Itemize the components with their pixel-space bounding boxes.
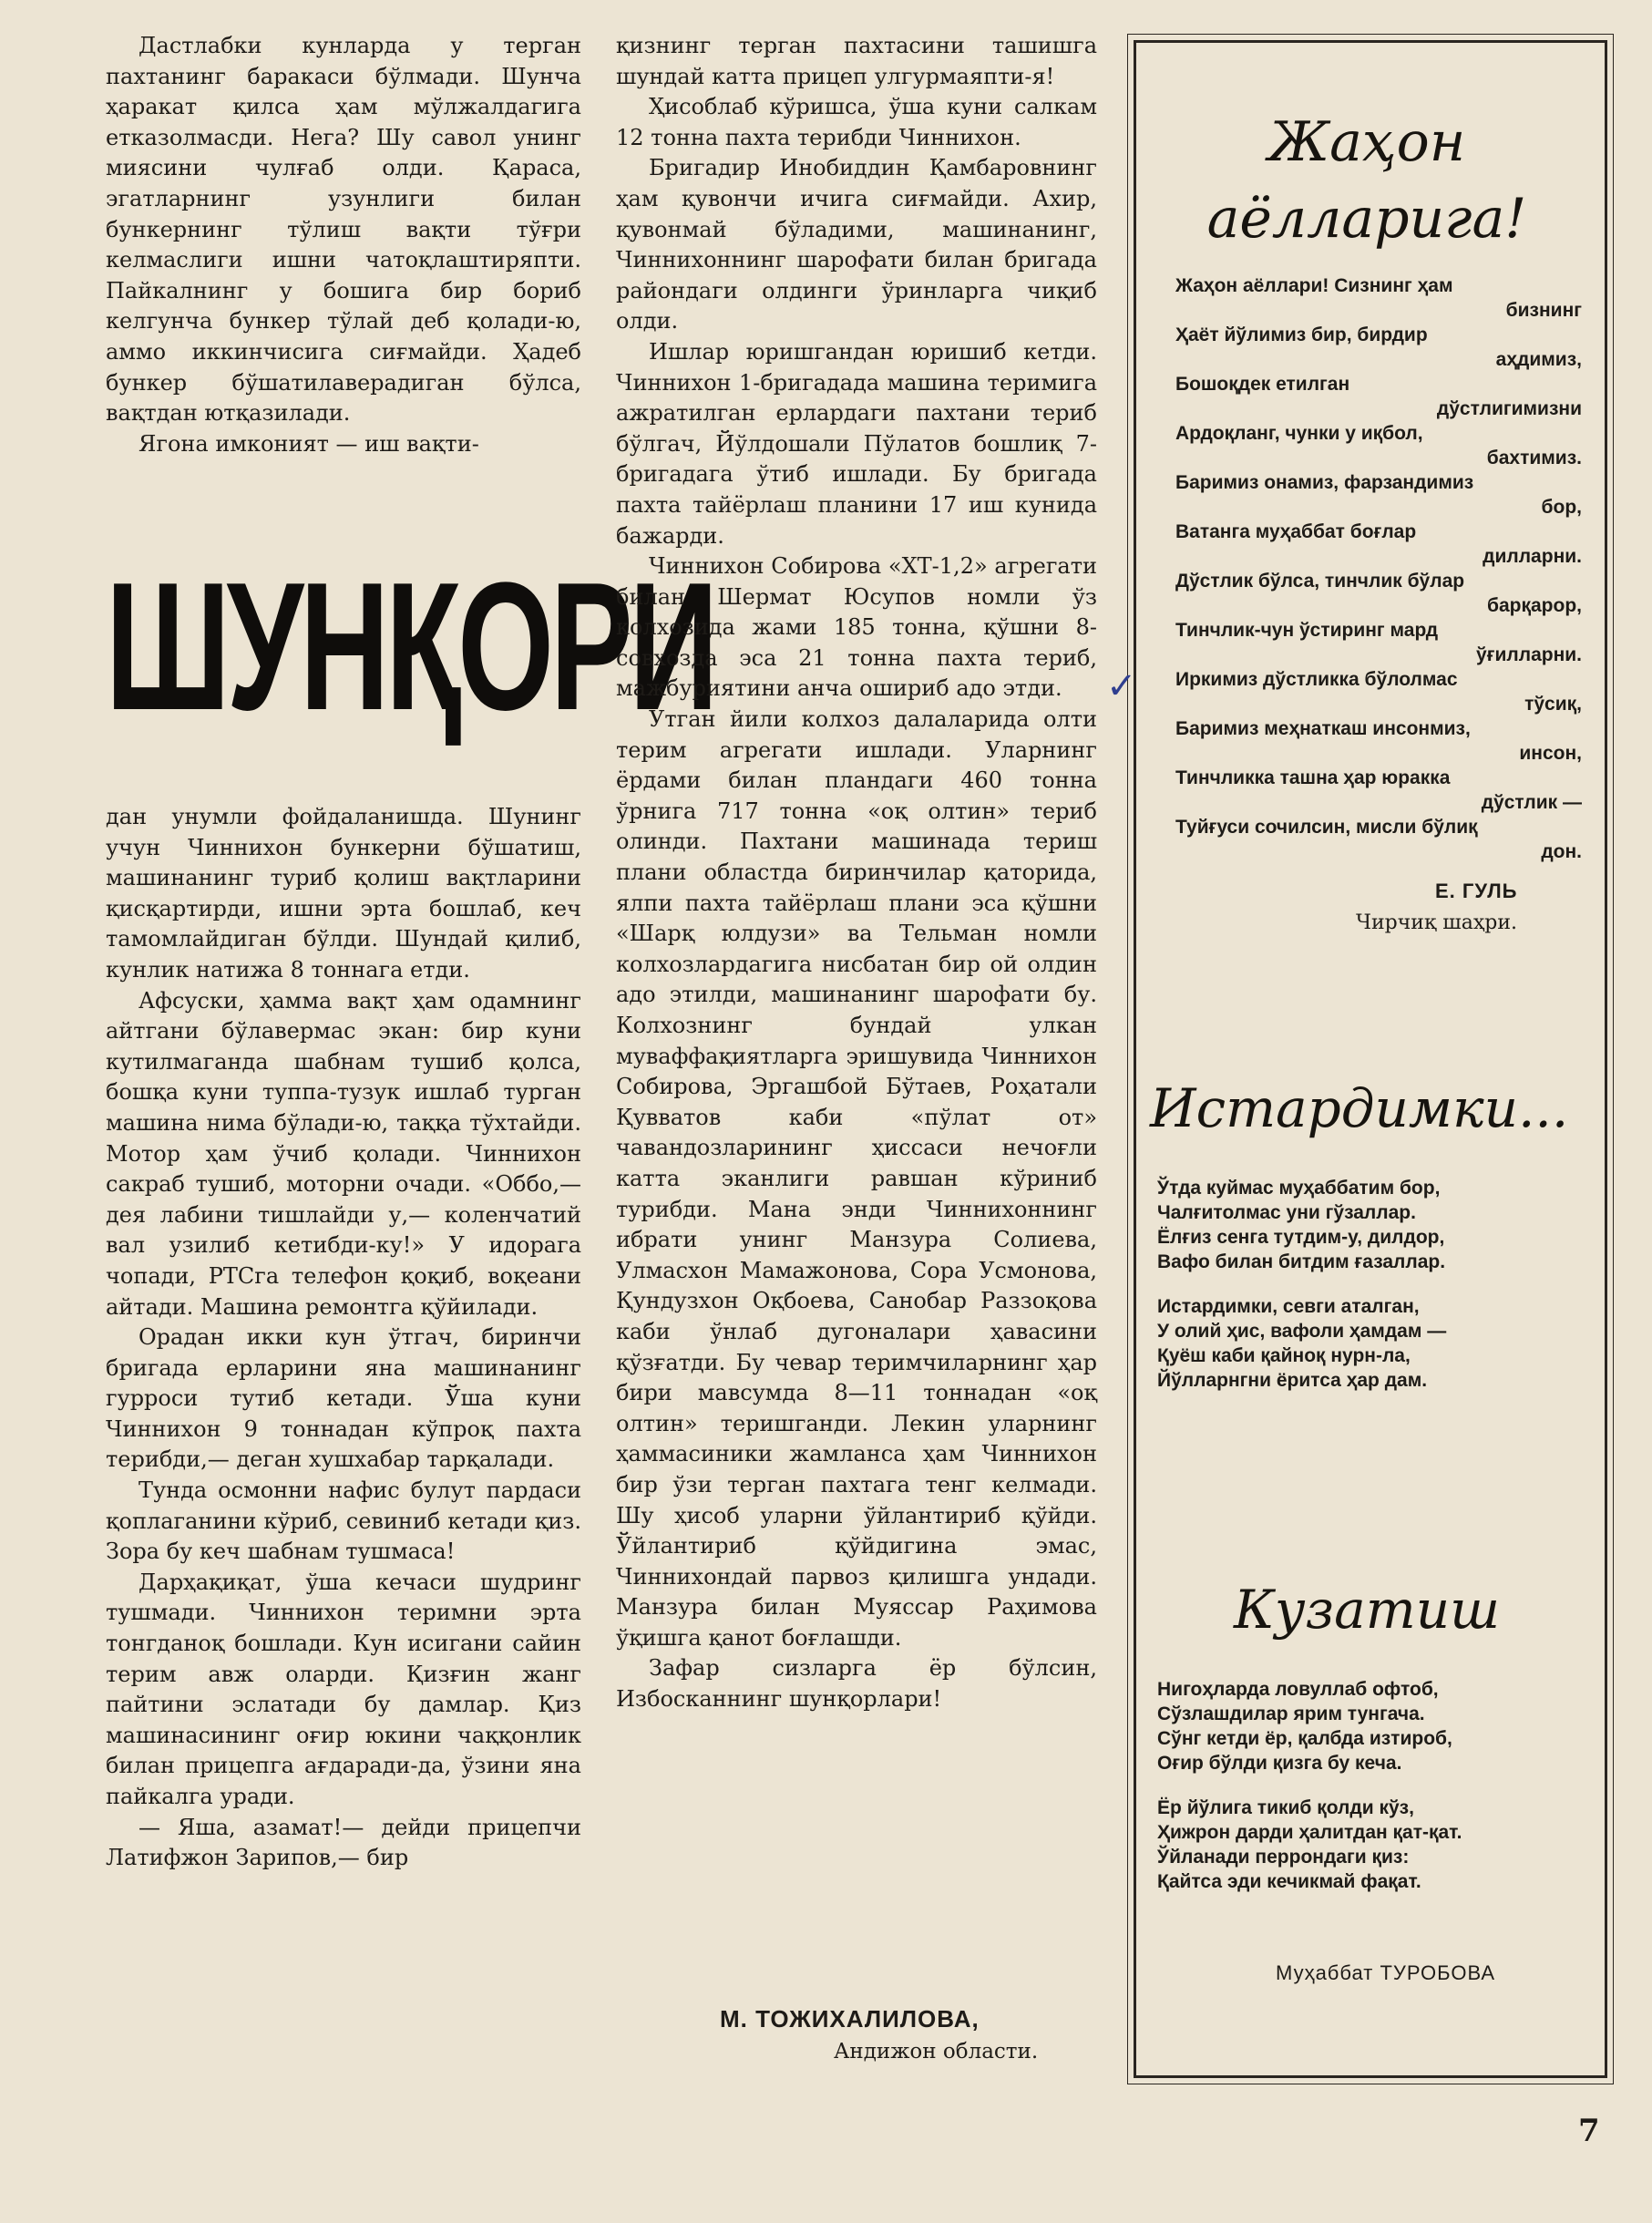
article-title: ШУНҚОРИ [106,545,715,748]
poem-line: Истардимки, севги аталган, [1157,1296,1420,1317]
paragraph: дан унумли фойдаланишда. Шунинг учун Чиннихон бункерни бўшатиш, машинанинг туриб қолиш вақтларини қисқартирди, ишни эрта бошлаб, кеч тамомлайдиган бўлди. Шундай қилиб, кунлик натижа 8 тоннага етди. [106,804,581,983]
poem-line-continuation: барқарор, [1487,595,1582,616]
poem-line-continuation: бор, [1541,497,1582,518]
paragraph: Дастлабки кунларда у терган пахтанинг баракаси бўлмади. Шунча ҳаракат қилса ҳам мўлжалдагига етказолмасди. Нега? Шу савол унинг миясини чулғаб олди. Қараса, эгатларнинг узунлиги билан бункернинг тўлиш вақти тўғри келмаслиги ишни чатоқлаштиряпти. Пайкалнинг у бошига бир бориб келгунча бункер тўлай деб қолади-ю, аммо иккинчисига сиғмайди. Ҳадеб бункер бўшатилаверадиган бўлса, вақтдан ютқазилади. [106,33,581,427]
poem-line: Чалғитолмас уни гўзаллар. [1157,1202,1416,1223]
poem-line-continuation: бизнинг [1505,300,1582,321]
poem-2-body [1157,1176,1585,1413]
poem-line: У олий ҳис, вафоли ҳамдам — [1157,1321,1447,1342]
poem-line-continuation: тўсиқ, [1524,694,1582,715]
poem-line: Ватанга муҳаббат боғлар [1175,521,1417,542]
poem-3-body [1157,1677,1585,1914]
poem-line: Ўтда куймас муҳаббатим бор, [1157,1178,1441,1199]
poem-line-continuation: дўстлик — [1481,792,1582,813]
paragraph: Тунда осмонни нафис булут пардаси қоплаганини кўриб, севиниб кетади қиз. Зора бу кеч шабнам тушмаса! [106,1477,581,1565]
poem-line: Дўстлик бўлса, тинчлик бўлар [1175,571,1465,592]
poem-line-continuation: дўстлигимизни [1436,398,1582,419]
paragraph: Чиннихон Собирова «ХТ-1,2» агрегати билан Шермат Юсупов номли ўз колхозида жами 185 тонна, қўшни 8-совхозда эса 21 тонна пахта териб, мажбуриятини анча ошириб адо этди. [616,553,1097,702]
poem-2-title: Истардимки... [1150,1077,1569,1139]
poem-line: Нигоҳларда ловуллаб офтоб, [1157,1679,1439,1700]
paragraph: — Яша, азамат!— дейди прицепчи Латифжон Зарипов,— бир [106,1814,581,1871]
article-column-1-top [106,31,581,459]
poem-line-continuation: инсон, [1519,743,1582,764]
poem-line: Тинчликка ташна ҳар юракка [1175,767,1451,788]
article-author: М. ТОЖИХАЛИЛОВА, [720,2005,980,2033]
poem-line: Баримиз онамиз, фарзандимиз [1175,472,1474,493]
poem-line-continuation: дилларни. [1483,546,1582,567]
poem-3-title: Кузатиш [1233,1579,1501,1641]
paragraph: Ягона имконият — иш вақти- [139,430,479,457]
poem-line: Тинчлик-чун ўстиринг мард [1175,620,1439,641]
poem-line: Бошоқдек етилган [1175,374,1350,395]
poem-line: Сўзлашдилар ярим тунгача. [1157,1703,1425,1724]
paragraph: Орадан икки кун ўтгач, биринчи бригада ерларини яна машинанинг гурроси тутиб кетади. Ўша куни Чиннихон 9 тоннадан кўпроқ пахта терибди,— деган хушхабар тарқалади. [106,1324,581,1473]
poem-line: Оғир бўлди қизга бу кеча. [1157,1753,1402,1774]
poem-line: Ёлғиз сенга тутдим-у, дилдор, [1157,1227,1445,1248]
poem-1-body [1175,273,1582,864]
paragraph: Утган йили колхоз далаларида олти терим агрегати ишлади. Уларнинг ёрдами билан пландаги 460 тонна ўрнига 717 тонна «оқ олтин» териб олинди. Пахтани машинада териш плани областда биринчилар қаторида, ялпи пахта тайёрлаш плани эса қўшни «Шарқ юлдузи» ва Тельман номли колхозлардагига нисбатан бир ой олдин адо этилди, машинанинг шарофати бу. Колхознинг бундай улкан муваффақиятларга эришувида Чиннихон Собирова, Эргашбой Бўтаев, Роҳатали Қувватов каби «пўлат от» чавандозларининг ҳиссаси нечоғли катта эканлиги равшан кўриниб турибди. Мана энди Чиннихоннинг ибрати унинг Манзура Солиева, Улмасхон Мамажонова, Сора Усмонова, Қундузхон Оқбоева, Санобар Раззоқова каби ўнлаб дугоналари ҳавасини қўзғатди. Бу чевар теримчиларнинг ҳар бири мавсумда 8—11 тоннадан «оқ олтин» теришганди. Лекин уларнинг ҳаммасиники жамланса ҳам Чиннихон бир ўзи терган пахтага тенг келмади. Шу ҳисоб уларни ўйлантириб қўйди. Ўйлантириб қўйдигина эмас, Чиннихондай парвоз қилишга ундади. Манзура билан Муяссар Раҳимова ўқишга қанот боғлашди. [616,706,1097,1651]
poem-line: Жаҳон аёллари! Сизнинг ҳам [1175,275,1453,296]
paragraph: Бригадир Инобиддин Қамбаровнинг ҳам қувончи ичига сиғмайди. Ахир, қувонмай бўладими, машинанинг, Чиннихоннинг шарофати билан бригада райондаги олдинги ўринларга чиқиб олди. [616,155,1097,334]
poem-line: Қуёш каби қайноқ нурн-ла, [1157,1345,1411,1366]
paragraph: Зафар сизларга ёр бўлсин, Избосканнинг шунқорлари! [616,1655,1097,1713]
poem-line: Туйғуси сочилсин, мисли бўлиқ [1175,817,1478,838]
poem-line: Иркимиз дўстликка бўлолмас [1175,669,1458,690]
page-number: 7 [1578,2113,1600,2149]
poem-1-title-line-2: аёлларига! [1206,187,1527,251]
paragraph: қизнинг терган пахтасини ташишга шундай катта прицеп улгурмаяпти-я! [616,33,1097,89]
poem-line-continuation: аҳдимиз, [1495,349,1582,370]
poem-line: Қайтса эди кечикмай фақат. [1157,1871,1421,1892]
article-column-1-bottom [106,802,581,1874]
paragraph: Дарҳақиқат, ўша кечаси шудринг тушмади. Чиннихон теримни эрта тонгданоқ бошлади. Кун исигани сайин терим авж оларди. Қизғин жанг пайтини эслатади бу дамлар. Қиз машинасининг оғир юкини чаққонлик билан прицепга ағдаради-да, ўзини яна пайкалга уради. [106,1569,581,1809]
poem-line: Йўлларнгни ёритса ҳар дам. [1157,1370,1428,1391]
pen-mark-icon: ✓ [1106,665,1137,707]
poem-line-continuation: ўғилларни. [1476,644,1582,665]
poem-line-continuation: бахтимиз. [1486,448,1582,468]
poem-3-author: Муҳаббат ТУРОБОВА [1276,1961,1496,1984]
paragraph: Ишлар юришгандан юришиб кетди. Чиннихон 1-бригадада машина теримига ажратилган ерлардаги пахтани териб бўлгач, Йўлдошали Пўлатов бошлиқ 7-бригадага ўтиб ишлади. Бу бригада пахта тайёрлаш планини 17 иш кунида бажарди. [616,338,1097,549]
poem-line: Ўйланади перрондаги қиз: [1157,1847,1410,1868]
paragraph: Афсуски, ҳамма вақт ҳам одамнинг айтгани бўлавермас экан: бир куни кутилмаганда шабнам тушиб қолса, бошқа куни туппа-тузук ишлаб турган машина нима бўлади-ю, таққа тўхтайди. Мотор ҳам ўчиб қолади. Чиннихон сакраб тушиб, моторни очади. «Оббо,— дея лабини тишлайди у,— коленчатий вал узилиб кетибди-ку!» У идорага чопади, РТСга телефон қоқиб, воқеани айтади. Машина ремонтга қўйилади. [106,987,581,1320]
poem-line: Ҳижрон дарди ҳалитдан қат-қат. [1157,1822,1462,1843]
poem-line: Сўнг кетди ёр, қалбда изтироб, [1157,1728,1452,1749]
poem-line: Ёр йўлига тикиб қолди кўз, [1157,1797,1414,1818]
poem-1-author: Е. ГУЛЬ [1435,880,1518,902]
poem-1-place: Чирчиқ шаҳри. [1356,911,1517,934]
poem-line: Вафо билан битдим ғазаллар. [1157,1251,1446,1272]
article-column-2 [616,31,1097,1715]
poem-line: Ҳаёт йўлимиз бир, бирдир [1175,324,1428,345]
article-author-place: Андижон области. [834,2040,1039,2063]
poem-line: Ардоқланг, чунки у иқбол, [1175,423,1423,444]
paragraph: Ҳисоблаб кўришса, ўша куни салкам 12 тонна пахта терибди Чиннихон. [616,94,1097,150]
poem-1-title-line-1: Жаҳон [1267,110,1466,174]
poem-line-continuation: дон. [1541,841,1582,862]
poem-line: Баримиз меҳнаткаш инсонмиз, [1175,718,1471,739]
